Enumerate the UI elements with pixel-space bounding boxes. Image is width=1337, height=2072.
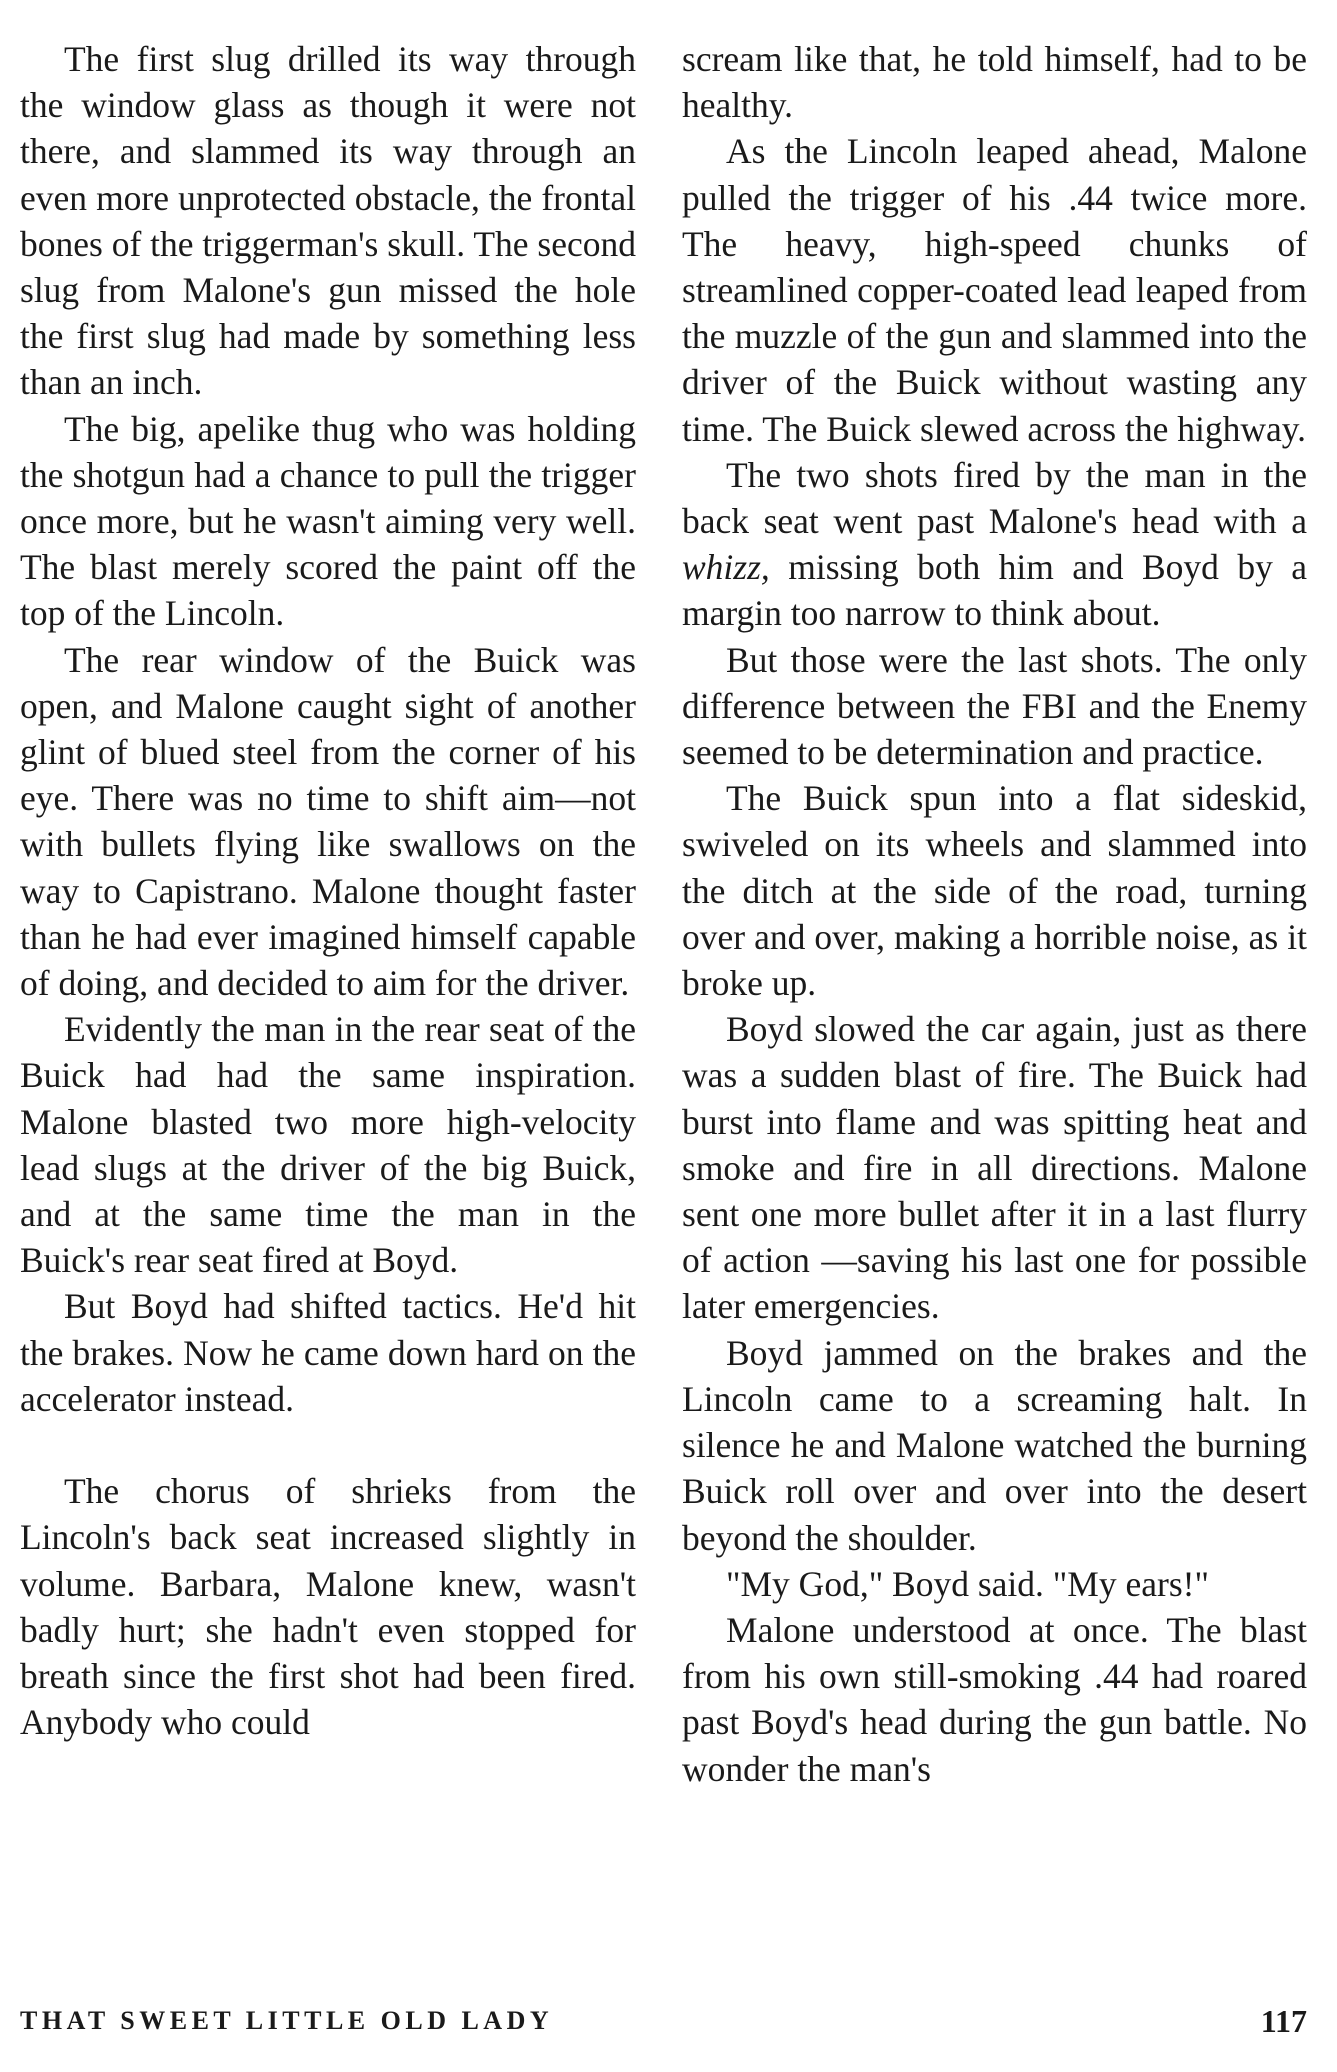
paragraph: The Buick spun into a flat sideskid, swiveled on its wheels and slammed into the ditch at the side of the road, turning over and over, making a horrible noise, as it broke up. [682,778,1307,1004]
paragraph: The first slug drilled its way through the window glass as though it were not there, and slammed its way through an even more unprotected obstacle, the frontal bones of the triggerman's skull. The second slug from Malone's gun missed the hole the first slug had made by something less than an inch. [20,39,637,403]
paragraph: Boyd slowed the car again, just as there was a sudden blast of fire. The Buick had burst into flame and was spitting heat and smoke and fire in all directions. Malone sent one more bullet after it in a last flurry of action —saving his last one for possible later emergencies. [682,1009,1307,1327]
left-column [20,36,636,1745]
paragraph: Malone understood at once. The blast from his own still-smoking .44 had roared past Boyd's head during the gun battle. No wonder the man's [682,1609,1307,1789]
paragraph: Evidently the man in the rear seat of the Buick had had the same inspiration. Malone blasted two more high-velocity lead slugs at the driver of the big Buick, and at the same time the man in the Buick's rear seat fired at Boyd. [20,1009,636,1281]
page-number: 117 [1260,2003,1307,2039]
paragraph: The big, apelike thug who was holding the shotgun had a chance to pull the trigger once more, but he wasn't aiming very well. The blast merely scored the paint off the top of the Lincoln. [20,408,636,634]
running-head: THAT SWEET LITTLE OLD LADY [20,2006,554,2035]
paragraph-text: The two shots fired by the man in the back seat went past Malone's head with a [682,454,1307,542]
paragraph: But those were the last shots. The only difference between the FBI and the Enemy seemed to be determination and practice. [682,639,1307,773]
right-column [682,36,1307,1792]
italic-word: whizz, [682,547,770,588]
paragraph: "My God," Boyd said. "My ears!" [726,1563,1209,1604]
paragraph: scream like that, he told himself, had to be healthy. [682,39,1307,126]
paragraph: The chorus of shrieks from the Lincoln's back seat increased slightly in volume. Barbara, Malone knew, wasn't badly hurt; she hadn't even stopped for breath since the first shot had been fired. Anybody who could [20,1471,636,1743]
paragraph: The rear window of the Buick was open, and Malone caught sight of another glint of blued steel from the corner of his eye. There was no time to shift aim—not with bullets flying like swallows on the way to Capistrano. Malone thought faster than he had ever imagined himself capable of doing, and decided to aim for the driver. [20,639,636,1004]
page-footer [20,1996,1307,2046]
paragraph: But Boyd had shifted tactics. He'd hit the brakes. Now he came down hard on the accelerator instead. [20,1286,636,1419]
paragraph: Boyd jammed on the brakes and the Lincoln came to a screaming halt. In silence he and Malone watched the burning Buick roll over and over into the desert beyond the shoulder. [682,1332,1307,1558]
paragraph-text: missing both him and Boyd by a margin too narrow to think about. [682,547,1307,634]
paragraph [682,452,1307,637]
paragraph: As the Lincoln leaped ahead, Malone pulled the trigger of his .44 twice more. The heavy, high-speed chunks of streamlined copper-coated lead leaped from the muzzle of the gun and slammed into the driver of the Buick without wasting any time. The Buick slewed across the highway. [682,131,1307,449]
